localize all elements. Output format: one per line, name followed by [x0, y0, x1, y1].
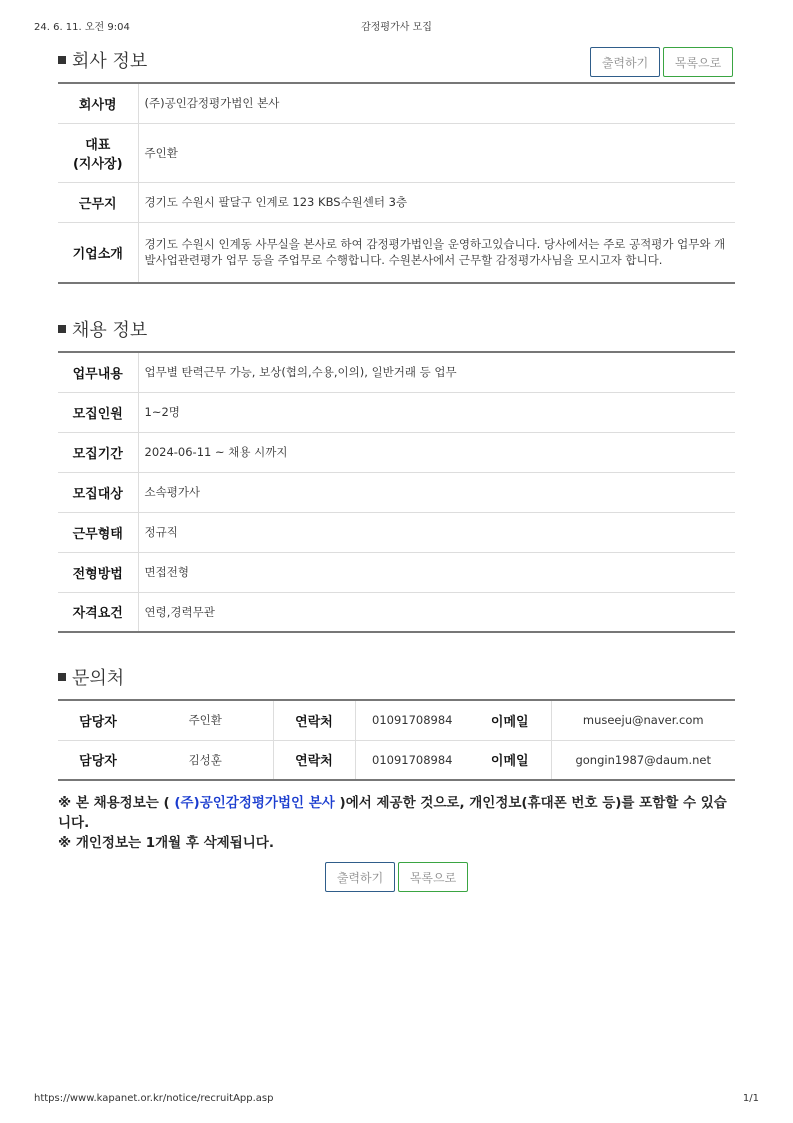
email-label: 이메일	[469, 700, 551, 740]
table-row	[58, 392, 735, 432]
recruit-info-table	[58, 351, 735, 633]
row-value: 업무별 탄력근무 가능, 보상(협의,수용,이의), 일반거래 등 업무	[138, 352, 735, 392]
table-row	[58, 552, 735, 592]
notice-line-1	[58, 793, 735, 833]
notice-suffix: )에서 제공한 것으로, 개인정보(휴대폰 번호 등)를 포함할 수 있습니다.	[58, 795, 727, 831]
row-label: 전형방법	[58, 552, 138, 592]
manager-name: 김성훈	[188, 752, 222, 767]
table-row	[58, 592, 735, 632]
company-section-title	[58, 47, 147, 73]
row-label-line: 대표	[85, 137, 111, 153]
print-header	[0, 18, 793, 34]
square-bullet-icon	[58, 673, 66, 681]
contact-section-title-text: 문의처	[72, 668, 125, 689]
contact-section-title	[58, 664, 124, 690]
notice-line-2: ※ 개인정보는 1개월 후 삭제됩니다.	[58, 835, 274, 851]
company-section-title-text: 회사 정보	[72, 51, 148, 72]
table-row	[58, 740, 735, 780]
table-row	[58, 432, 735, 472]
row-value: 연령,경력무관	[144, 604, 215, 619]
email-address: gongin1987@daum.net	[551, 740, 735, 780]
row-value: 주인환	[138, 123, 735, 182]
table-row	[58, 123, 735, 182]
row-label: 기업소개	[58, 222, 138, 283]
table-row	[58, 512, 735, 552]
privacy-notice	[58, 793, 735, 853]
phone-number: 01091708984	[355, 700, 469, 740]
contact-table	[58, 699, 735, 781]
email-label: 이메일	[490, 754, 529, 770]
square-bullet-icon	[58, 56, 66, 64]
document-title: 감정평가사 모집	[361, 22, 432, 33]
row-label: 회사명	[58, 83, 138, 123]
back-to-list-button[interactable]: 목록으로	[663, 47, 733, 77]
row-label: 모집대상	[58, 472, 138, 512]
table-row	[58, 472, 735, 512]
row-value: 경기도 수원시 인계동 사무실을 본사로 하여 감정평가법인을 운영하고있습니다. 당사에서는 주로 공적평가 업무와 개발사업관련평가 업무 등을 주업무로 수행합니다. 수원본사에서 근무할 감정평가사님을 모시고자 합니다.	[144, 237, 726, 268]
row-value: 경기도 수원시 팔달구 인계로 123 KBS수원센터 3층	[138, 182, 735, 222]
row-label	[58, 123, 138, 182]
table-row	[58, 83, 735, 123]
page-url: https://www.kapanet.or.kr/notice/recruitApp.asp	[34, 1093, 274, 1104]
row-value: 소속평가사	[138, 472, 735, 512]
notice-prefix: ※ 본 채용정보는 (	[58, 795, 175, 811]
print-footer	[0, 1093, 793, 1107]
row-value: 정규직	[138, 512, 735, 552]
phone-label: 연락처	[273, 700, 355, 740]
recruit-section-title	[58, 316, 147, 342]
row-label: 근무형태	[58, 512, 138, 552]
table-row	[58, 182, 735, 222]
row-label: 모집인원	[58, 392, 138, 432]
table-row	[58, 700, 735, 740]
notice-company-name: (주)공인감정평가법인 본사	[174, 795, 335, 811]
manager-name: 주인환	[138, 700, 273, 740]
row-value: (주)공인감정평가법인 본사	[138, 83, 735, 123]
bottom-button-group	[325, 862, 468, 892]
table-row	[58, 222, 735, 283]
print-button[interactable]: 출력하기	[325, 862, 395, 892]
back-to-list-button[interactable]: 목록으로	[398, 862, 468, 892]
row-label-line: (지사장)	[72, 156, 123, 172]
phone-number: 01091708984	[355, 740, 469, 780]
recruit-section-title-text: 채용 정보	[72, 320, 148, 341]
square-bullet-icon	[58, 325, 66, 333]
manager-label: 담당자	[79, 754, 117, 770]
company-info-table	[58, 82, 735, 284]
print-date: 24. 6. 11. 오전 9:04	[34, 22, 130, 33]
row-label: 근무지	[58, 182, 138, 222]
row-value: 2024-06-11 ~ 채용 시까지	[138, 432, 735, 472]
row-value: 1~2명	[138, 392, 735, 432]
table-row	[58, 352, 735, 392]
row-label: 모집기간	[58, 432, 138, 472]
row-label: 업무내용	[58, 352, 138, 392]
print-button[interactable]: 출력하기	[590, 47, 660, 77]
page-number: 1/1	[742, 1093, 759, 1104]
email-address: museeju@naver.com	[551, 700, 735, 740]
phone-label: 연락처	[273, 740, 355, 780]
row-value: 면접전형	[138, 552, 735, 592]
top-button-group	[590, 47, 733, 77]
manager-label: 담당자	[58, 700, 138, 740]
row-label: 자격요건	[58, 592, 138, 632]
